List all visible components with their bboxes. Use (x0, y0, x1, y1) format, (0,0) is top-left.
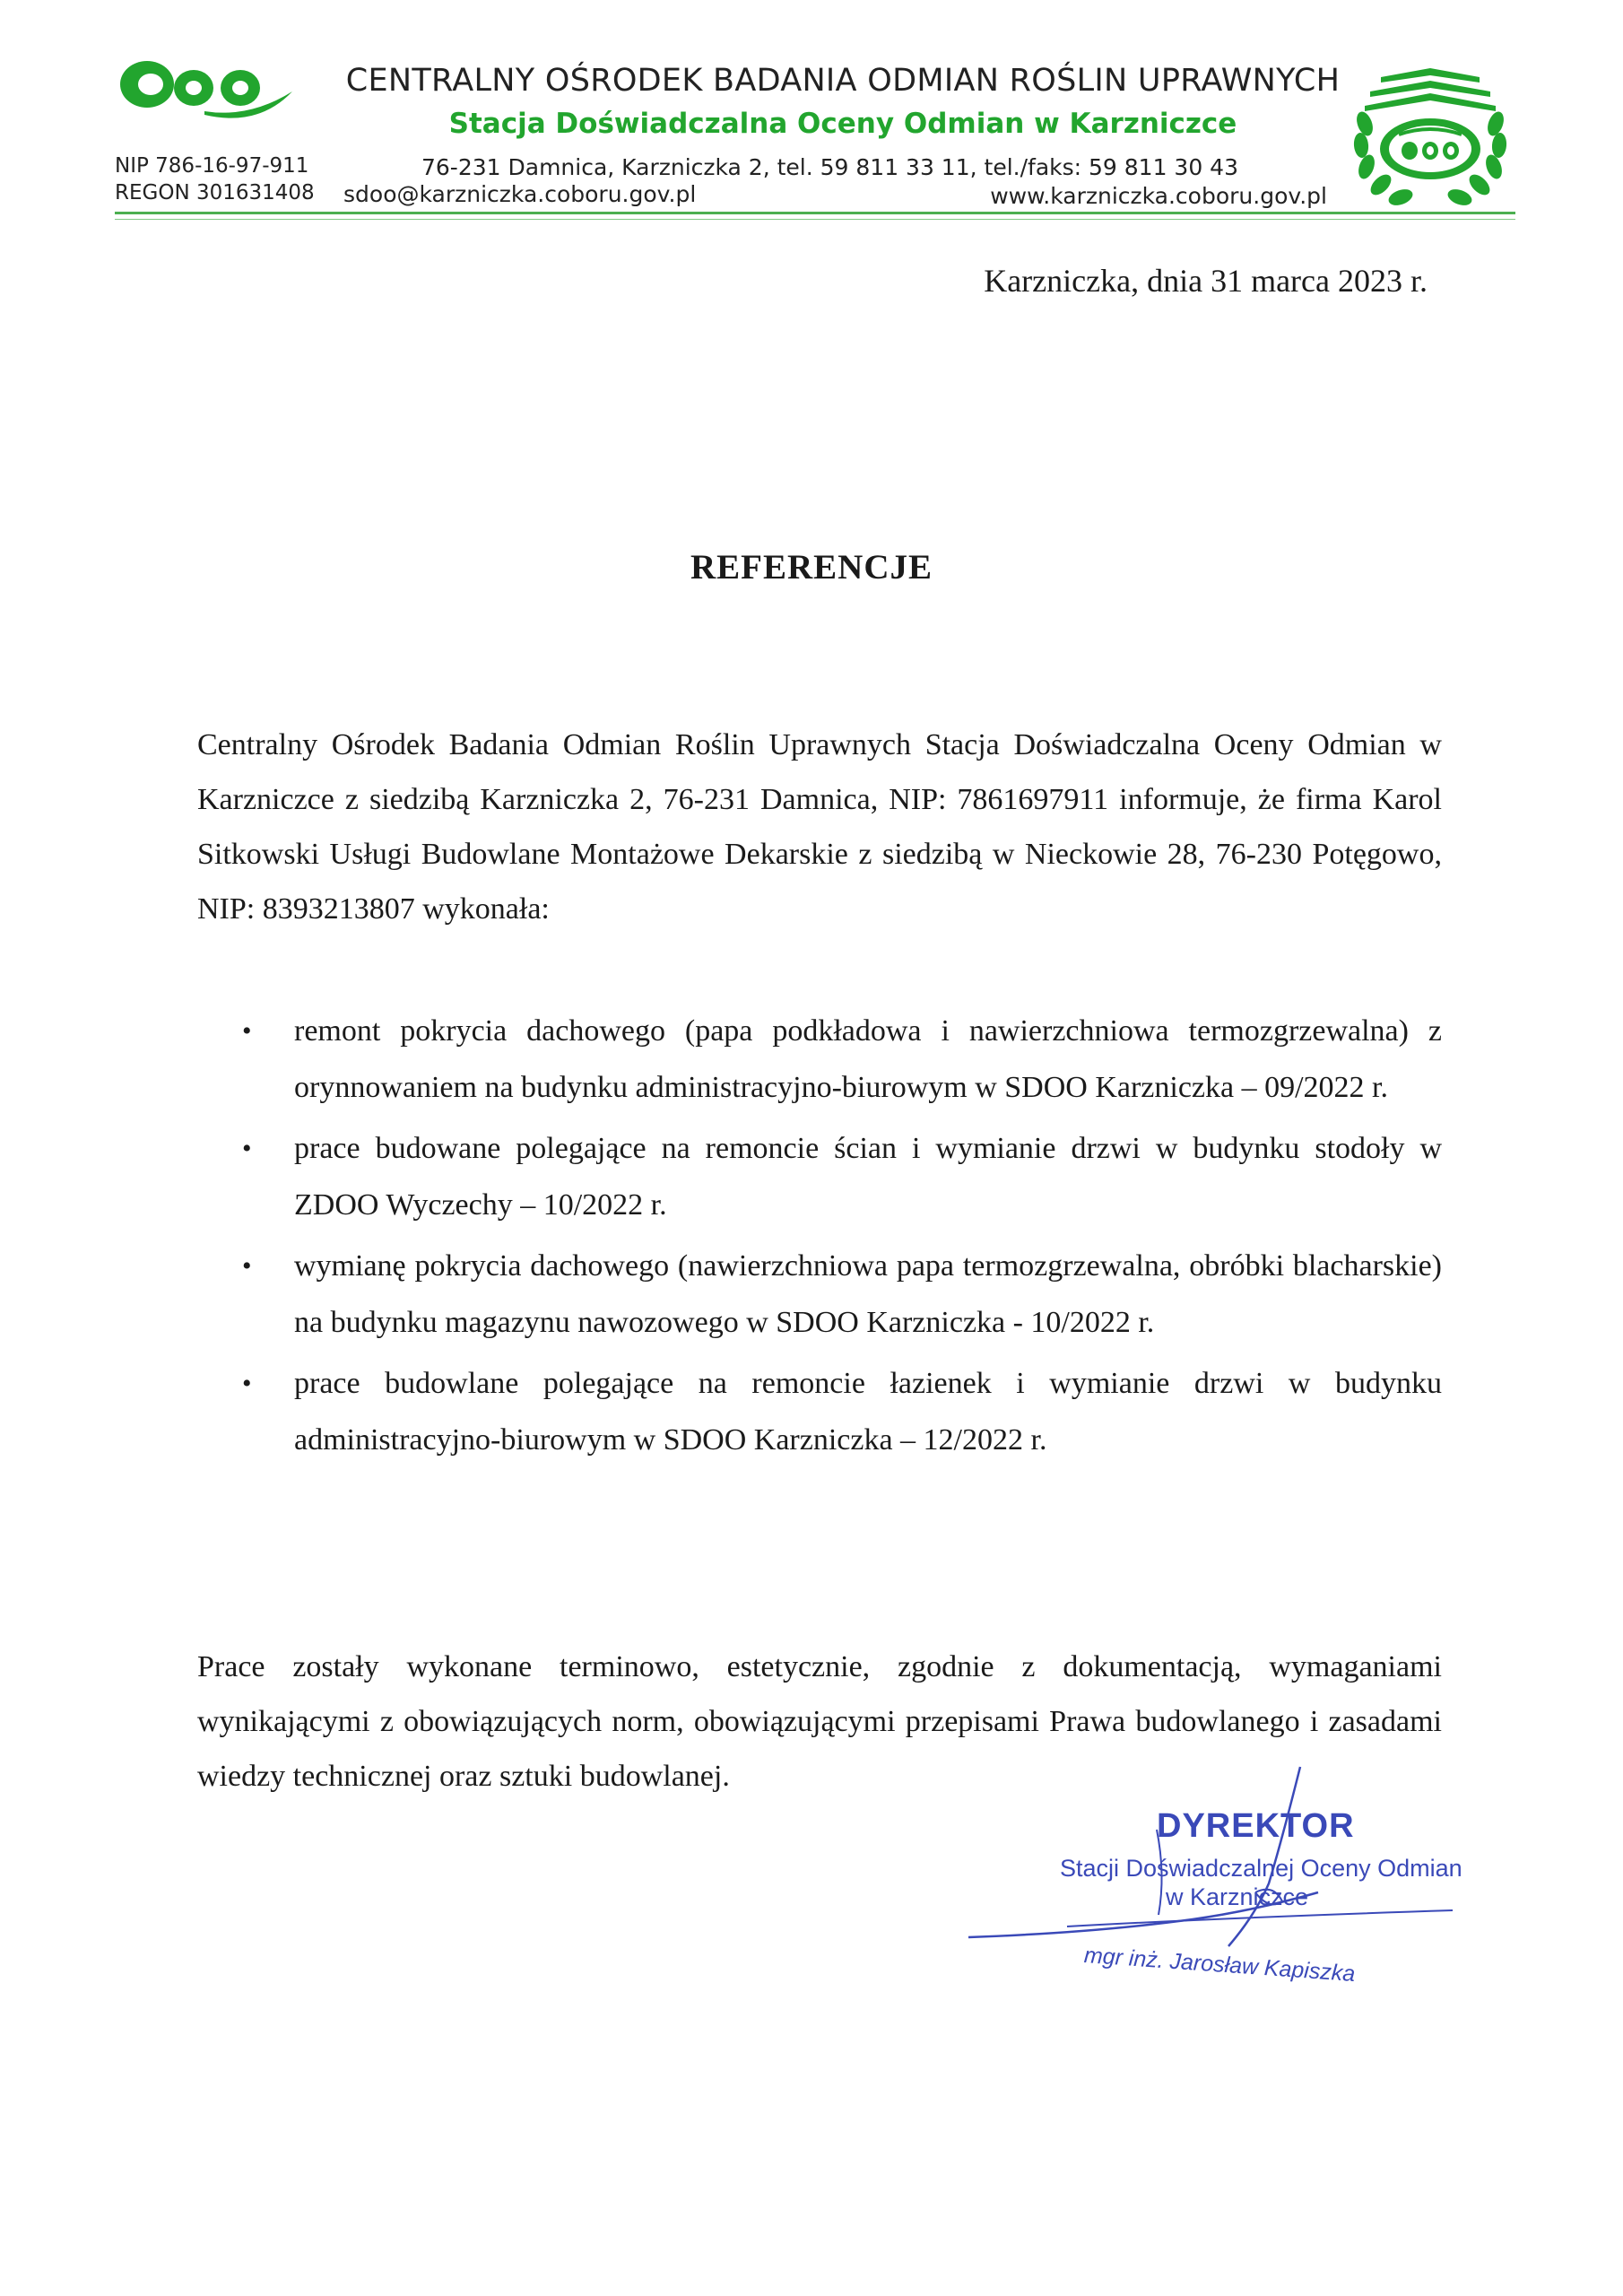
stamp-title: DYREKTOR (1157, 1807, 1355, 1845)
list-item-text: prace budowane polegające na remoncie ścian i wymianie drzwi w budynku stodoły w ZDOO Wyczechy – 10/2022 r. (294, 1132, 1442, 1222)
nip-number: NIP 786-16-97-911 (115, 154, 309, 178)
header-divider-thin (115, 219, 1515, 220)
list-item-text: remont pokrycia dachowego (papa podkładowa i nawierzchniowa termozgrzewalna) z orynnowaniem na budynku administracyjno-biurowym w SDOO Karzniczka – 09/2022 r. (294, 1014, 1442, 1104)
stamp-line: w Karzniczce (1166, 1883, 1309, 1910)
contact-email: sdoo@karzniczka.coboru.gov.pl (343, 181, 697, 207)
document-date: Karzniczka, dnia 31 marca 2023 r. (984, 263, 1428, 299)
bullet-icon: • (242, 1016, 252, 1046)
list-item-text: prace budowlane polegające na remoncie łazienek i wymianie drzwi w budynku administracyjno-biurowym w SDOO Karzniczka – 12/2022 r. (294, 1367, 1442, 1457)
header-divider (115, 212, 1515, 214)
list-item-text: wymianę pokrycia dachowego (nawierzchniowa papa termozgrzewalna, obróbki blacharskie) na budynku magazynu nawozowego w SDOO Karzniczka - 10/2022 r. (294, 1249, 1442, 1339)
organization-name: CENTRALNY OŚRODEK BADANIA ODMIAN ROŚLIN UPRAWNYCH (345, 63, 1341, 99)
list-item (242, 1355, 1442, 1468)
contact-address: 76-231 Damnica, Karzniczka 2, tel. 59 811 33 11, tel./faks: 59 811 30 43 (421, 154, 1238, 180)
bullet-icon: • (242, 1369, 252, 1398)
stamp-line: Stacji Doświadczalnej Oceny Odmian (1060, 1855, 1462, 1882)
document-title: REFERENCJE (690, 548, 933, 587)
coboru-logo (115, 52, 294, 124)
sdoo-emblem (1345, 61, 1515, 209)
closing-paragraph: Prace zostały wykonane terminowo, estetycznie, zgodnie z dokumentacją, wymaganiami wynikającymi z obowiązujących norm, obowiązującymi przepisami Prawa budowlanego i zasadami wiedzy technicznej oraz sztuki budowlanej. (197, 1650, 1442, 1793)
intro-paragraph: Centralny Ośrodek Badania Odmian Roślin Uprawnych Stacja Doświadczalna Oceny Odmian w Karzniczce z siedzibą Karzniczka 2, 76-231 Damnica, NIP: 7861697911 informuje, że firma Karol Sitkowski Usługi Budowlane Montażowe Dekarskie z siedzibą w Nieckowie 28, 76-230 Potęgowo, NIP: 8393213807 wykonała: (197, 728, 1442, 926)
list-item (242, 1238, 1442, 1351)
signatory-name: mgr inż. Jarosław Kapiszka (1083, 1943, 1357, 1987)
list-item (242, 1120, 1442, 1233)
list-item (242, 1003, 1442, 1116)
works-list (242, 1003, 1442, 1473)
bullet-icon: • (242, 1134, 252, 1163)
station-name: Stacja Doświadczalna Oceny Odmian w Karzniczce (448, 108, 1237, 140)
contact-website: www.karzniczka.coboru.gov.pl (990, 183, 1327, 209)
regon-number: REGON 301631408 (115, 181, 315, 204)
bullet-icon: • (242, 1251, 252, 1281)
